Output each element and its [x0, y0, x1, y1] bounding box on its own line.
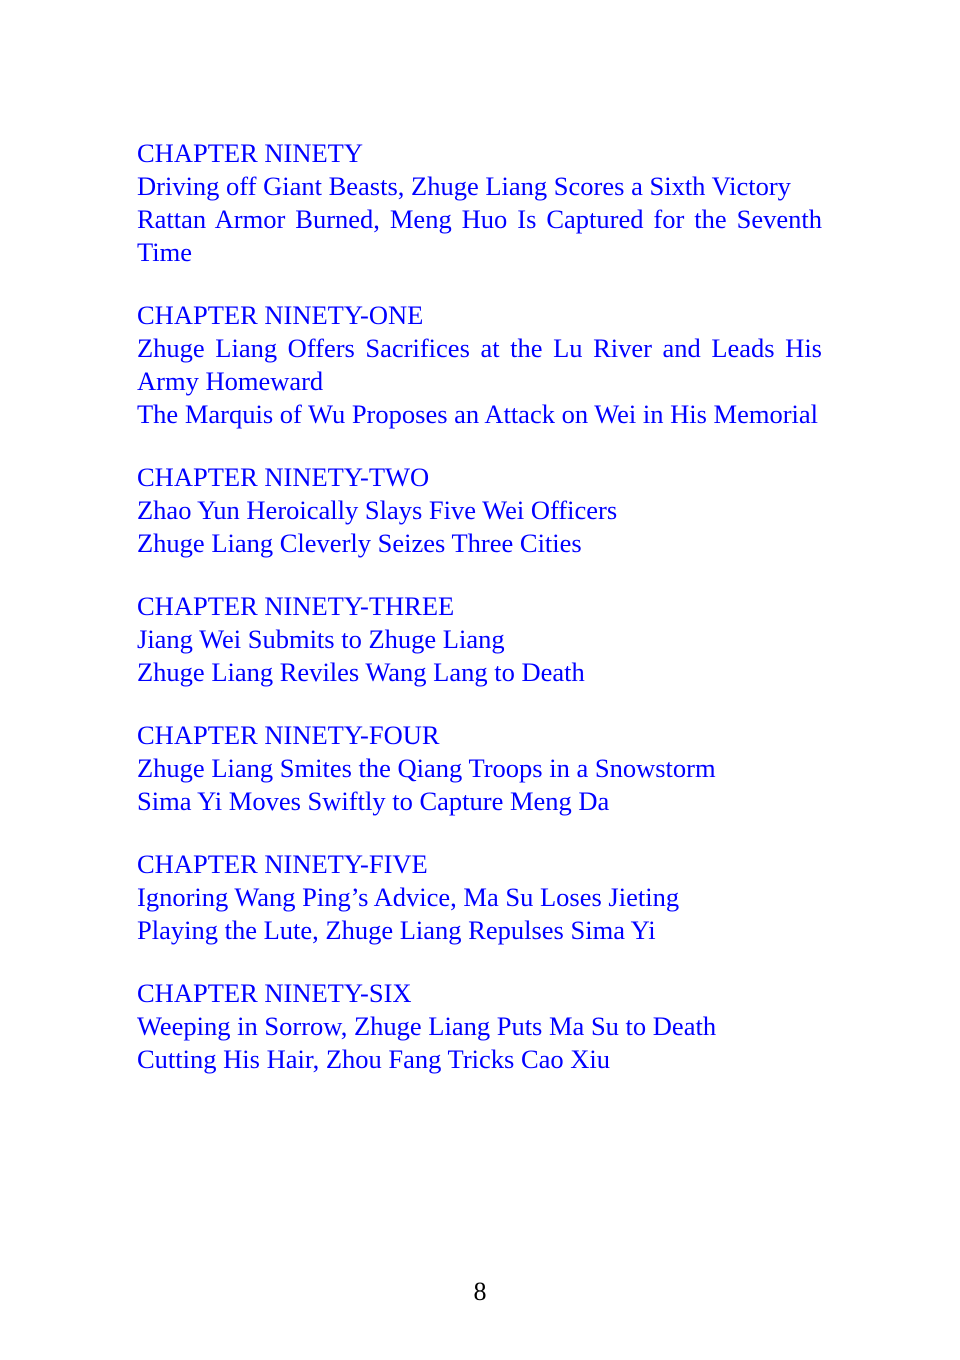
toc-entry-chapter-92[interactable] [137, 461, 822, 560]
table-of-contents [137, 137, 822, 1106]
chapter-title-link[interactable]: Zhuge Liang Cleverly Seizes Three Cities [137, 528, 582, 558]
chapter-title-link[interactable]: Ignoring Wang Ping’s Advice, Ma Su Loses Jieting [137, 882, 680, 912]
chapter-title-link[interactable]: Sima Yi Moves Swiftly to Capture Meng Da [137, 786, 610, 816]
chapter-heading-link[interactable]: CHAPTER NINETY-THREE [137, 591, 455, 621]
chapter-title-link[interactable]: Zhao Yun Heroically Slays Five Wei Officers [137, 495, 618, 525]
toc-entry-chapter-90[interactable] [137, 137, 822, 269]
toc-entry-chapter-94[interactable] [137, 719, 822, 818]
chapter-heading-link[interactable]: CHAPTER NINETY-TWO [137, 462, 430, 492]
chapter-heading-link[interactable]: CHAPTER NINETY-FIVE [137, 849, 428, 879]
chapter-title-link[interactable]: Cutting His Hair, Zhou Fang Tricks Cao Xiu [137, 1044, 611, 1074]
chapter-title-link[interactable]: Playing the Lute, Zhuge Liang Repulses Sima Yi [137, 915, 656, 945]
toc-entry-chapter-91[interactable] [137, 299, 822, 431]
toc-entry-chapter-95[interactable] [137, 848, 822, 947]
toc-entry-chapter-96[interactable] [137, 977, 822, 1076]
chapter-title-link[interactable]: Zhuge Liang Reviles Wang Lang to Death [137, 657, 585, 687]
chapter-title-link[interactable]: Rattan Armor Burned, Meng Huo Is Captured for the Seventh Time [137, 204, 822, 267]
chapter-title-link[interactable]: Driving off Giant Beasts, Zhuge Liang Scores a Sixth Victory [137, 171, 791, 201]
chapter-title-link[interactable]: Zhuge Liang Offers Sacrifices at the Lu River and Leads His Army Homeward [137, 333, 822, 396]
chapter-title-link[interactable]: Jiang Wei Submits to Zhuge Liang [137, 624, 505, 654]
chapter-title-link[interactable]: Zhuge Liang Smites the Qiang Troops in a Snowstorm [137, 753, 716, 783]
chapter-title-link[interactable]: Weeping in Sorrow, Zhuge Liang Puts Ma Su to Death [137, 1011, 717, 1041]
chapter-heading-link[interactable]: CHAPTER NINETY-SIX [137, 978, 412, 1008]
chapter-heading-link[interactable]: CHAPTER NINETY-ONE [137, 300, 424, 330]
chapter-title-link[interactable]: The Marquis of Wu Proposes an Attack on Wei in His Memorial [137, 399, 819, 429]
chapter-heading-link[interactable]: CHAPTER NINETY-FOUR [137, 720, 440, 750]
chapter-heading-link[interactable]: CHAPTER NINETY [137, 138, 363, 168]
toc-entry-chapter-93[interactable] [137, 590, 822, 689]
page-number: 8 [473, 1277, 487, 1306]
